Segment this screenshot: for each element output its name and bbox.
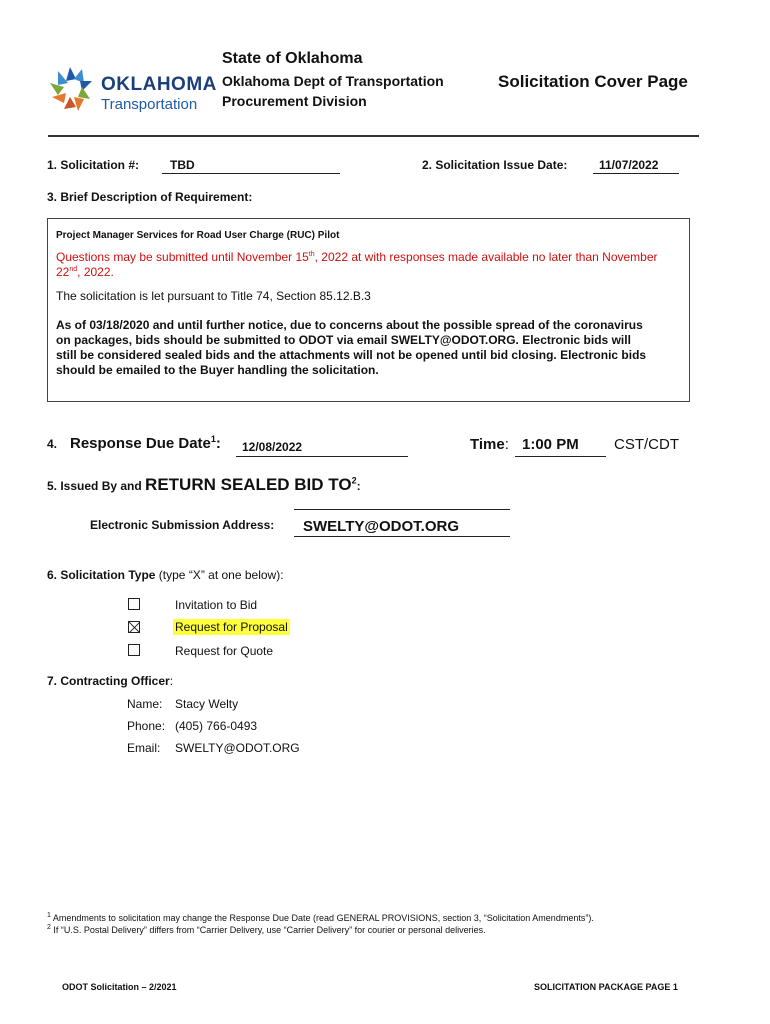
description-label: 3. Brief Description of Requirement: [47,190,253,204]
officer-name-label: Name: [127,697,163,711]
logo-wordmark: OKLAHOMA [101,74,217,95]
footer-page-number: SOLICITATION PACKAGE PAGE 1 [534,982,678,992]
header-divider [48,135,699,137]
issue-date-label: 2. Solicitation Issue Date: [422,158,568,172]
officer-phone-label: Phone: [127,719,166,733]
project-title: Project Manager Services for Road User Charge (RUC) Pilot [56,230,340,241]
questions-deadline-text: Questions may be submitted until November 15th, 2022 at with responses made available no later than November 22nd, 2022. [56,250,658,279]
contracting-officer-label: 7. Contracting Officer: [47,674,174,688]
officer-name-value: Stacy Welty [175,697,239,711]
officer-phone-value: (405) 766-0493 [175,719,258,733]
footer-left: ODOT Solicitation – 2/2021 [62,982,177,992]
response-date-field[interactable]: 12/08/2022 [236,440,408,457]
officer-email-value: SWELTY@ODOT.ORG [175,741,300,755]
response-due-label: Response Due Date$^1$: [70,434,221,452]
state-title: State of Oklahoma [222,50,363,67]
footnote-2: $^2$ If “U.S. Postal Delivery” differs from “Carrier Delivery, use “Carrier Delivery” for courier or personal deliveries. [47,924,486,935]
odot-logo [47,64,217,114]
solicitation-number-label: 1. Solicitation #: [47,158,140,172]
request-for-proposal-label: Request for Proposal [175,620,288,634]
request-for-quote-checkbox[interactable] [128,644,140,656]
division-name: Procurement Division [222,93,367,109]
pursuant-text: The solicitation is let pursuant to Title 74, Section 85.12.B.3 [56,289,371,303]
department-name: Oklahoma Dept of Transportation [222,73,444,89]
invitation-to-bid-checkbox[interactable] [128,598,140,610]
response-num: 4. [47,437,58,451]
time-label: Time: [470,436,509,453]
request-for-quote-label: Request for Quote [175,644,274,658]
footnote-1: $^1$ Amendments to solicitation may change the Response Due Date (read GENERAL PROVISIONS, section 3, “Solicitation Amendments”). [47,912,594,923]
covid-notice: As of 03/18/2020 and until further notice, due to concerns about the possible spread of the coronavirus on packages, bids should be submitted to ODOT via email SWELTY@ODOT.ORG. Electronic bids will still be considered sealed bids and the attachments will not be opened until bid closing. Electronic bids should be emailed to the Buyer handling the solicitation. [56,318,647,377]
submission-email-field[interactable]: SWELTY@ODOT.ORG [294,518,510,537]
description-box[interactable] [47,218,690,402]
submission-address-label: Electronic Submission Address: [90,518,275,532]
issue-date-field[interactable]: 11/07/2022 [593,158,679,174]
return-bid-label: 5. Issued By and RETURN SEALED BID $TO^2$: [47,475,361,494]
return-bid-line [294,509,510,510]
timezone-label: CST/CDT [614,436,679,453]
time-field[interactable]: 1:00 PM [515,436,606,457]
officer-email-label: Email: [127,741,161,755]
logo-subtext: Transportation [101,96,198,113]
solicitation-type-label: 6. Solicitation Type (type “X” at one below): [47,568,284,582]
invitation-to-bid-label: Invitation to Bid [175,598,258,612]
page-title: Solicitation Cover Page [498,72,688,91]
request-for-proposal-checkbox[interactable] [128,621,140,633]
solicitation-number-field[interactable]: TBD [162,158,340,174]
